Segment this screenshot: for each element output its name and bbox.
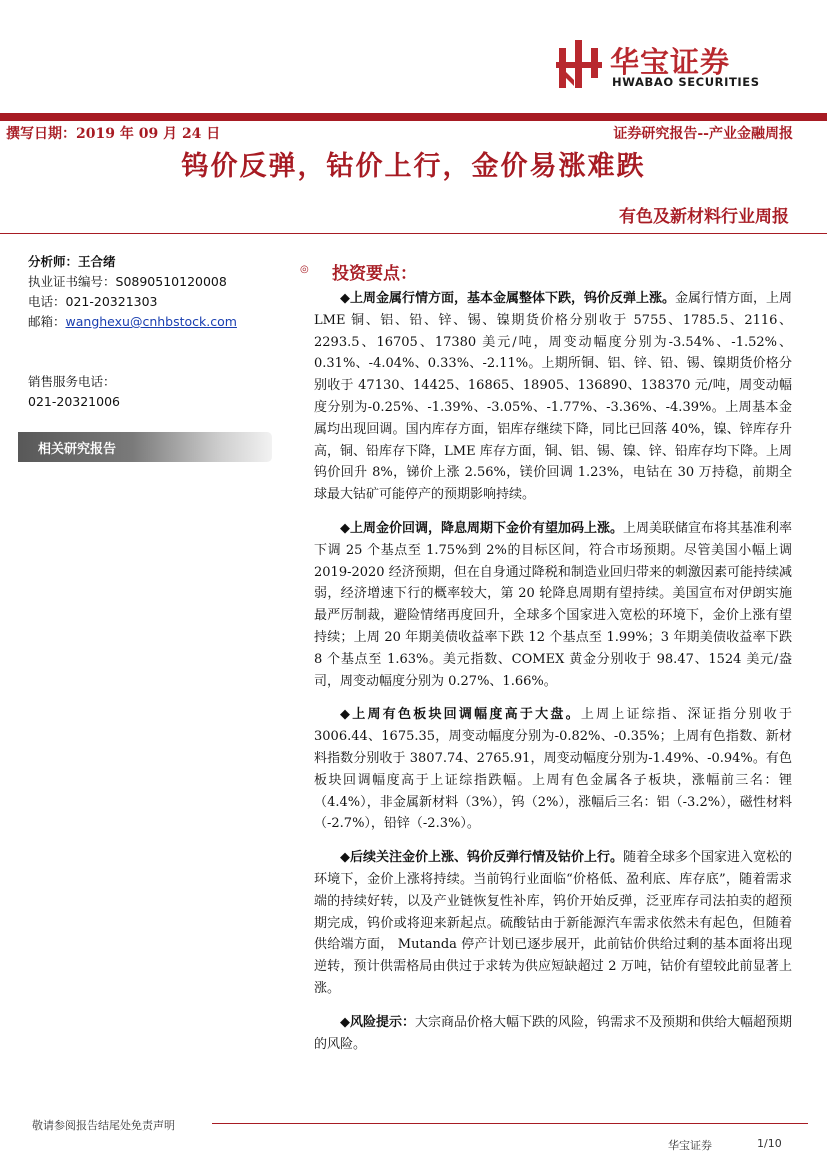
report-title: 钨价反弹，钴价上行，金价易涨难跌	[181, 151, 646, 182]
analyst-sidebar	[28, 252, 278, 412]
paragraph-lead: ◆上周有色板块回调幅度高于大盘。	[340, 707, 581, 723]
sales-phone: 021-20321006	[28, 394, 120, 409]
sales-phone-row	[28, 392, 278, 412]
footer-brand: 华宝证券	[668, 1139, 712, 1152]
bullet-circle-icon: ◎	[300, 264, 309, 275]
analyst-email-link[interactable]: wanghexu@cnhbstock.com	[65, 314, 237, 329]
analyst-phone-label: 电话：	[28, 294, 66, 309]
sales-phone-label: 销售服务电话：	[28, 374, 116, 389]
header-bar	[0, 113, 827, 145]
related-reports-banner	[18, 432, 272, 462]
report-date: 撰写日期：2019 年 09 月 24 日	[6, 126, 221, 142]
analyst-name-label: 分析师：	[28, 254, 79, 269]
logo-chinese-name: 华宝证券	[610, 45, 731, 79]
paragraph-lead: ◆上周金价回调，降息周期下金价有望加码上涨。	[340, 520, 623, 536]
analyst-name: 王合绪	[78, 254, 116, 269]
key-point-paragraph	[314, 288, 792, 506]
analyst-phone: 021-20321303	[65, 294, 158, 309]
paragraph-body: 金属行情方面，上周 LME 铜、铝、铅、锌、锡、镍期货价格分别收于 5755、1785.5、2116、2293.5、16705、17380 美元/吨，周变动幅度分别为-3.54%、-1.52%、0.31%、-4.04%、0.33%、-2.11%。上期所铜、铝、锌、铅、锡、镍期货价格分别收于 47130、14425、16865、18905、136890、138370 元/吨，周变动幅度分别为-0.25%、-1.39%、-3.05%、-1.77%、-3.36%、-4.39%。上周基本金属均出现回调。国内库存方面，铝库存继续下降，同比已回落 40%，镍、锌库存升高，铜、铅库存下降，LME 库存方面，铜、铝、锡、镍、锌、铅库存均下降。上周钨价回升 8%，锑价上涨 2.56%，镁价回调 1.23%，电钴在 30 万持稳，前期全球最大钴矿可能停产的预期影响持续。	[314, 291, 793, 503]
analyst-license-label: 执业证书编号：	[28, 274, 116, 289]
analyst-email-row	[28, 312, 278, 332]
key-points-title: 投资要点：	[332, 264, 417, 284]
key-points-header	[300, 258, 792, 288]
paragraph-body: 随着全球多个国家进入宽松的环境下，金价上涨将持续。当前钨行业面临“价格低、盈利底、库存底”，随着需求端的持续好转，以及产业链恢复性补库，钨价开始反弹，泛亚库存司法拍卖的超预期完成，钨价或将迎来新起点。硫酸钴由于新能源汽车需求依然未有起色，但随着供给端方面， Mutanda 停产计划已逐步展开，此前钴价供给过剩的基本面将出现逆转，预计供需格局由供过于求转为供应短缺超过 2 万吨，钴价有望较此前显著上涨。	[314, 850, 793, 996]
analyst-phone-row	[28, 292, 278, 312]
paragraph-lead: ◆上周金属行情方面，基本金属整体下跌，钨价反弹上涨。	[340, 291, 675, 306]
report-subtitle: 有色及新材料行业周报	[619, 207, 789, 227]
report-type: 证券研究报告--产业金融周报	[613, 126, 793, 142]
paragraph-body: 上周上证综指、深证指分别收于 3006.44、1675.35，周变动幅度分别为-0.82%、-0.35%；上周有色指数、新材料指数分别收于 3807.74、2765.91，周变动幅度分别为-1.49%、-0.94%。有色板块回调幅度高于上证综指跌幅。上周有色金属各子板块，涨幅前三名：锂（4.4%），非金属新材料（3%），钨（2%），涨幅后三名：铝（-3.2%），磁性材料（-2.7%），铅锌（-2.3%）。	[314, 707, 792, 832]
analyst-email-label: 邮箱：	[28, 314, 66, 329]
analyst-name-row	[28, 252, 278, 272]
paragraph-lead: ◆风险提示：	[340, 1014, 415, 1030]
paragraph-body: 上周美联储宣布将其基准利率下调 25 个基点至 1.75%到 2%的目标区间，符合市场预期。尽管美国小幅上调 2019-2020 经济预期，但在自身通过降税和制造业回归带来的刺激因素可能持续减弱，经济增速下行的概率较大，第 20 轮降息周期有望持续。美国宣布对伊朗实施最严厉制裁，避险情绪再度回升，全球多个国家进入宽松的环境下，金价上涨有望持续；上周 20 年期美债收益率下跌 12 个基点至 1.99%；3 年期美债收益率下跌 8 个基点至 1.63%。美元指数、COMEX 黄金分别收于 98.47、1524 美元/盎司，周变动幅度分别为 0.27%、1.66%。	[314, 520, 793, 689]
footer-rule	[212, 1123, 808, 1124]
sales-label-row	[28, 372, 278, 392]
related-reports-label: 相关研究报告	[38, 442, 117, 457]
page-number: 1/10	[757, 1137, 782, 1150]
key-point-paragraph	[314, 704, 792, 835]
footer-disclaimer: 敬请参阅报告结尾处免责声明	[32, 1119, 175, 1132]
title-divider	[0, 233, 827, 234]
analyst-license-row	[28, 272, 278, 292]
header-rule	[0, 113, 827, 121]
logo-english-name: HWABAO SECURITIES	[612, 75, 760, 89]
analyst-license: S0890510120008	[115, 274, 227, 289]
key-point-paragraph	[314, 847, 792, 1000]
company-logo	[556, 38, 796, 94]
paragraph-body: 大宗商品价格大幅下跌的风险，钨需求不及预期和供给大幅超预期的风险。	[314, 1014, 793, 1052]
paragraph-lead: ◆后续关注金价上涨、钨价反弹行情及钴价上行。	[340, 850, 623, 866]
hwabao-logo-icon	[556, 38, 602, 90]
key-points-section	[300, 258, 793, 1067]
key-point-paragraph	[314, 1012, 792, 1056]
key-point-paragraph	[314, 518, 792, 692]
